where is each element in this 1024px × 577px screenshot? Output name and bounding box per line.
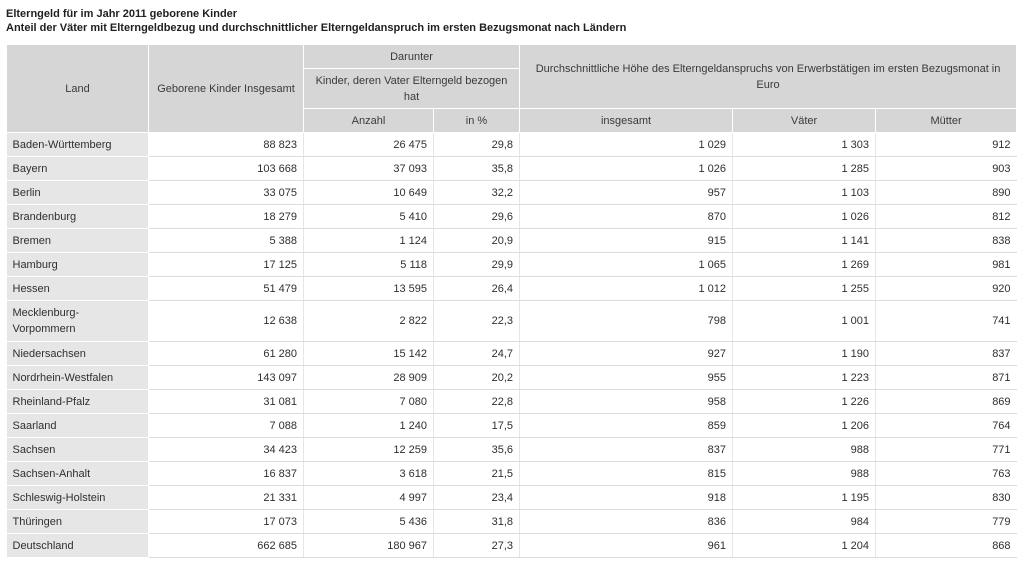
table-body [7, 133, 1017, 558]
cell-muetter: 779 [876, 510, 1017, 534]
cell-prozent: 23,4 [434, 486, 520, 510]
cell-muetter: 920 [876, 277, 1017, 301]
cell-prozent: 35,8 [434, 157, 520, 181]
cell-land: Niedersachsen [7, 342, 149, 366]
cell-insgesamt: 1 026 [520, 157, 733, 181]
cell-geborene: 16 837 [149, 462, 304, 486]
cell-land: Mecklenburg-Vorpommern [7, 301, 149, 342]
cell-prozent: 29,8 [434, 133, 520, 157]
table-row [7, 486, 1017, 510]
table-row [7, 390, 1017, 414]
cell-geborene: 51 479 [149, 277, 304, 301]
cell-geborene: 31 081 [149, 390, 304, 414]
cell-insgesamt: 927 [520, 342, 733, 366]
cell-insgesamt: 837 [520, 438, 733, 462]
cell-insgesamt: 1 065 [520, 253, 733, 277]
cell-geborene: 662 685 [149, 534, 304, 558]
header-muetter: Mütter [876, 109, 1017, 133]
cell-anzahl: 28 909 [304, 366, 434, 390]
cell-prozent: 29,6 [434, 205, 520, 229]
cell-geborene: 12 638 [149, 301, 304, 342]
page-subtitle: Anteil der Väter mit Elterngeldbezug und durchschnittlicher Elterngeldanspruch im ersten Bezugsmonat nach Ländern [6, 22, 627, 34]
cell-geborene: 17 125 [149, 253, 304, 277]
cell-vaeter: 1 141 [733, 229, 876, 253]
cell-insgesamt: 955 [520, 366, 733, 390]
cell-anzahl: 1 240 [304, 414, 434, 438]
cell-prozent: 24,7 [434, 342, 520, 366]
table-row [7, 181, 1017, 205]
cell-land: Thüringen [7, 510, 149, 534]
cell-muetter: 830 [876, 486, 1017, 510]
cell-anzahl: 26 475 [304, 133, 434, 157]
cell-insgesamt: 815 [520, 462, 733, 486]
cell-insgesamt: 798 [520, 301, 733, 342]
cell-geborene: 7 088 [149, 414, 304, 438]
table-row [7, 205, 1017, 229]
cell-land: Bayern [7, 157, 149, 181]
cell-insgesamt: 961 [520, 534, 733, 558]
elterngeld-table [6, 44, 1017, 558]
table-row [7, 157, 1017, 181]
cell-geborene: 18 279 [149, 205, 304, 229]
cell-land: Sachsen-Anhalt [7, 462, 149, 486]
cell-muetter: 912 [876, 133, 1017, 157]
cell-vaeter: 1 103 [733, 181, 876, 205]
cell-vaeter: 1 303 [733, 133, 876, 157]
cell-land: Baden-Württemberg [7, 133, 149, 157]
table-row [7, 229, 1017, 253]
cell-anzahl: 5 118 [304, 253, 434, 277]
cell-vaeter: 1 206 [733, 414, 876, 438]
header-durchschnitt: Durchschnittliche Höhe des Elterngeldanspruchs von Erwerbstätigen im ersten Bezugsmonat in Euro [520, 45, 1017, 109]
header-in-prozent: in % [434, 109, 520, 133]
cell-muetter: 764 [876, 414, 1017, 438]
cell-vaeter: 988 [733, 462, 876, 486]
cell-vaeter: 1 195 [733, 486, 876, 510]
cell-anzahl: 5 436 [304, 510, 434, 534]
table-row [7, 414, 1017, 438]
cell-anzahl: 1 124 [304, 229, 434, 253]
cell-vaeter: 1 001 [733, 301, 876, 342]
cell-insgesamt: 1 029 [520, 133, 733, 157]
cell-geborene: 103 668 [149, 157, 304, 181]
cell-vaeter: 988 [733, 438, 876, 462]
cell-vaeter: 1 285 [733, 157, 876, 181]
header-anzahl: Anzahl [304, 109, 434, 133]
cell-geborene: 143 097 [149, 366, 304, 390]
cell-vaeter: 1 269 [733, 253, 876, 277]
cell-land: Rheinland-Pfalz [7, 390, 149, 414]
cell-geborene: 34 423 [149, 438, 304, 462]
cell-prozent: 31,8 [434, 510, 520, 534]
cell-vaeter: 1 226 [733, 390, 876, 414]
header-geborene-kinder: Geborene Kinder Insgesamt [149, 45, 304, 133]
cell-land: Bremen [7, 229, 149, 253]
cell-anzahl: 5 410 [304, 205, 434, 229]
cell-muetter: 981 [876, 253, 1017, 277]
cell-muetter: 771 [876, 438, 1017, 462]
cell-prozent: 35,6 [434, 438, 520, 462]
cell-anzahl: 37 093 [304, 157, 434, 181]
cell-prozent: 21,5 [434, 462, 520, 486]
cell-geborene: 61 280 [149, 342, 304, 366]
cell-anzahl: 180 967 [304, 534, 434, 558]
header-vaeter: Väter [733, 109, 876, 133]
cell-prozent: 26,4 [434, 277, 520, 301]
cell-anzahl: 12 259 [304, 438, 434, 462]
table-row [7, 301, 1017, 342]
cell-land: Deutschland [7, 534, 149, 558]
cell-vaeter: 1 190 [733, 342, 876, 366]
header-kinder-vater: Kinder, deren Vater Elterngeld bezogen hat [304, 69, 520, 109]
cell-muetter: 763 [876, 462, 1017, 486]
cell-vaeter: 1 223 [733, 366, 876, 390]
cell-anzahl: 13 595 [304, 277, 434, 301]
cell-anzahl: 10 649 [304, 181, 434, 205]
cell-insgesamt: 870 [520, 205, 733, 229]
cell-land: Hessen [7, 277, 149, 301]
cell-insgesamt: 1 012 [520, 277, 733, 301]
header-land: Land [7, 45, 149, 133]
cell-insgesamt: 836 [520, 510, 733, 534]
cell-muetter: 741 [876, 301, 1017, 342]
cell-anzahl: 3 618 [304, 462, 434, 486]
cell-insgesamt: 859 [520, 414, 733, 438]
page-title: Elterngeld für im Jahr 2011 geborene Kinder [6, 8, 238, 20]
cell-prozent: 22,3 [434, 301, 520, 342]
cell-land: Sachsen [7, 438, 149, 462]
table-row [7, 342, 1017, 366]
cell-prozent: 17,5 [434, 414, 520, 438]
table-row [7, 438, 1017, 462]
cell-prozent: 20,9 [434, 229, 520, 253]
table-row [7, 510, 1017, 534]
cell-muetter: 838 [876, 229, 1017, 253]
cell-muetter: 903 [876, 157, 1017, 181]
cell-land: Nordrhein-Westfalen [7, 366, 149, 390]
cell-muetter: 869 [876, 390, 1017, 414]
cell-geborene: 21 331 [149, 486, 304, 510]
cell-anzahl: 4 997 [304, 486, 434, 510]
cell-vaeter: 984 [733, 510, 876, 534]
table-row-total [7, 534, 1017, 558]
cell-land: Saarland [7, 414, 149, 438]
table-row [7, 462, 1017, 486]
cell-prozent: 27,3 [434, 534, 520, 558]
cell-anzahl: 7 080 [304, 390, 434, 414]
cell-muetter: 871 [876, 366, 1017, 390]
table-row [7, 277, 1017, 301]
cell-muetter: 868 [876, 534, 1017, 558]
cell-land: Hamburg [7, 253, 149, 277]
cell-insgesamt: 918 [520, 486, 733, 510]
title-block [0, 0, 1024, 35]
table-row [7, 366, 1017, 390]
cell-prozent: 20,2 [434, 366, 520, 390]
cell-muetter: 837 [876, 342, 1017, 366]
cell-geborene: 33 075 [149, 181, 304, 205]
table-row [7, 253, 1017, 277]
cell-geborene: 88 823 [149, 133, 304, 157]
cell-vaeter: 1 204 [733, 534, 876, 558]
table-header [7, 45, 1017, 133]
cell-prozent: 29,9 [434, 253, 520, 277]
cell-muetter: 890 [876, 181, 1017, 205]
cell-insgesamt: 957 [520, 181, 733, 205]
header-darunter: Darunter [304, 45, 520, 69]
cell-anzahl: 15 142 [304, 342, 434, 366]
cell-prozent: 22,8 [434, 390, 520, 414]
header-insgesamt: insgesamt [520, 109, 733, 133]
cell-insgesamt: 958 [520, 390, 733, 414]
cell-land: Berlin [7, 181, 149, 205]
cell-geborene: 17 073 [149, 510, 304, 534]
cell-anzahl: 2 822 [304, 301, 434, 342]
cell-vaeter: 1 026 [733, 205, 876, 229]
cell-muetter: 812 [876, 205, 1017, 229]
cell-geborene: 5 388 [149, 229, 304, 253]
table-row [7, 133, 1017, 157]
cell-land: Brandenburg [7, 205, 149, 229]
cell-prozent: 32,2 [434, 181, 520, 205]
cell-land: Schleswig-Holstein [7, 486, 149, 510]
cell-vaeter: 1 255 [733, 277, 876, 301]
cell-insgesamt: 915 [520, 229, 733, 253]
